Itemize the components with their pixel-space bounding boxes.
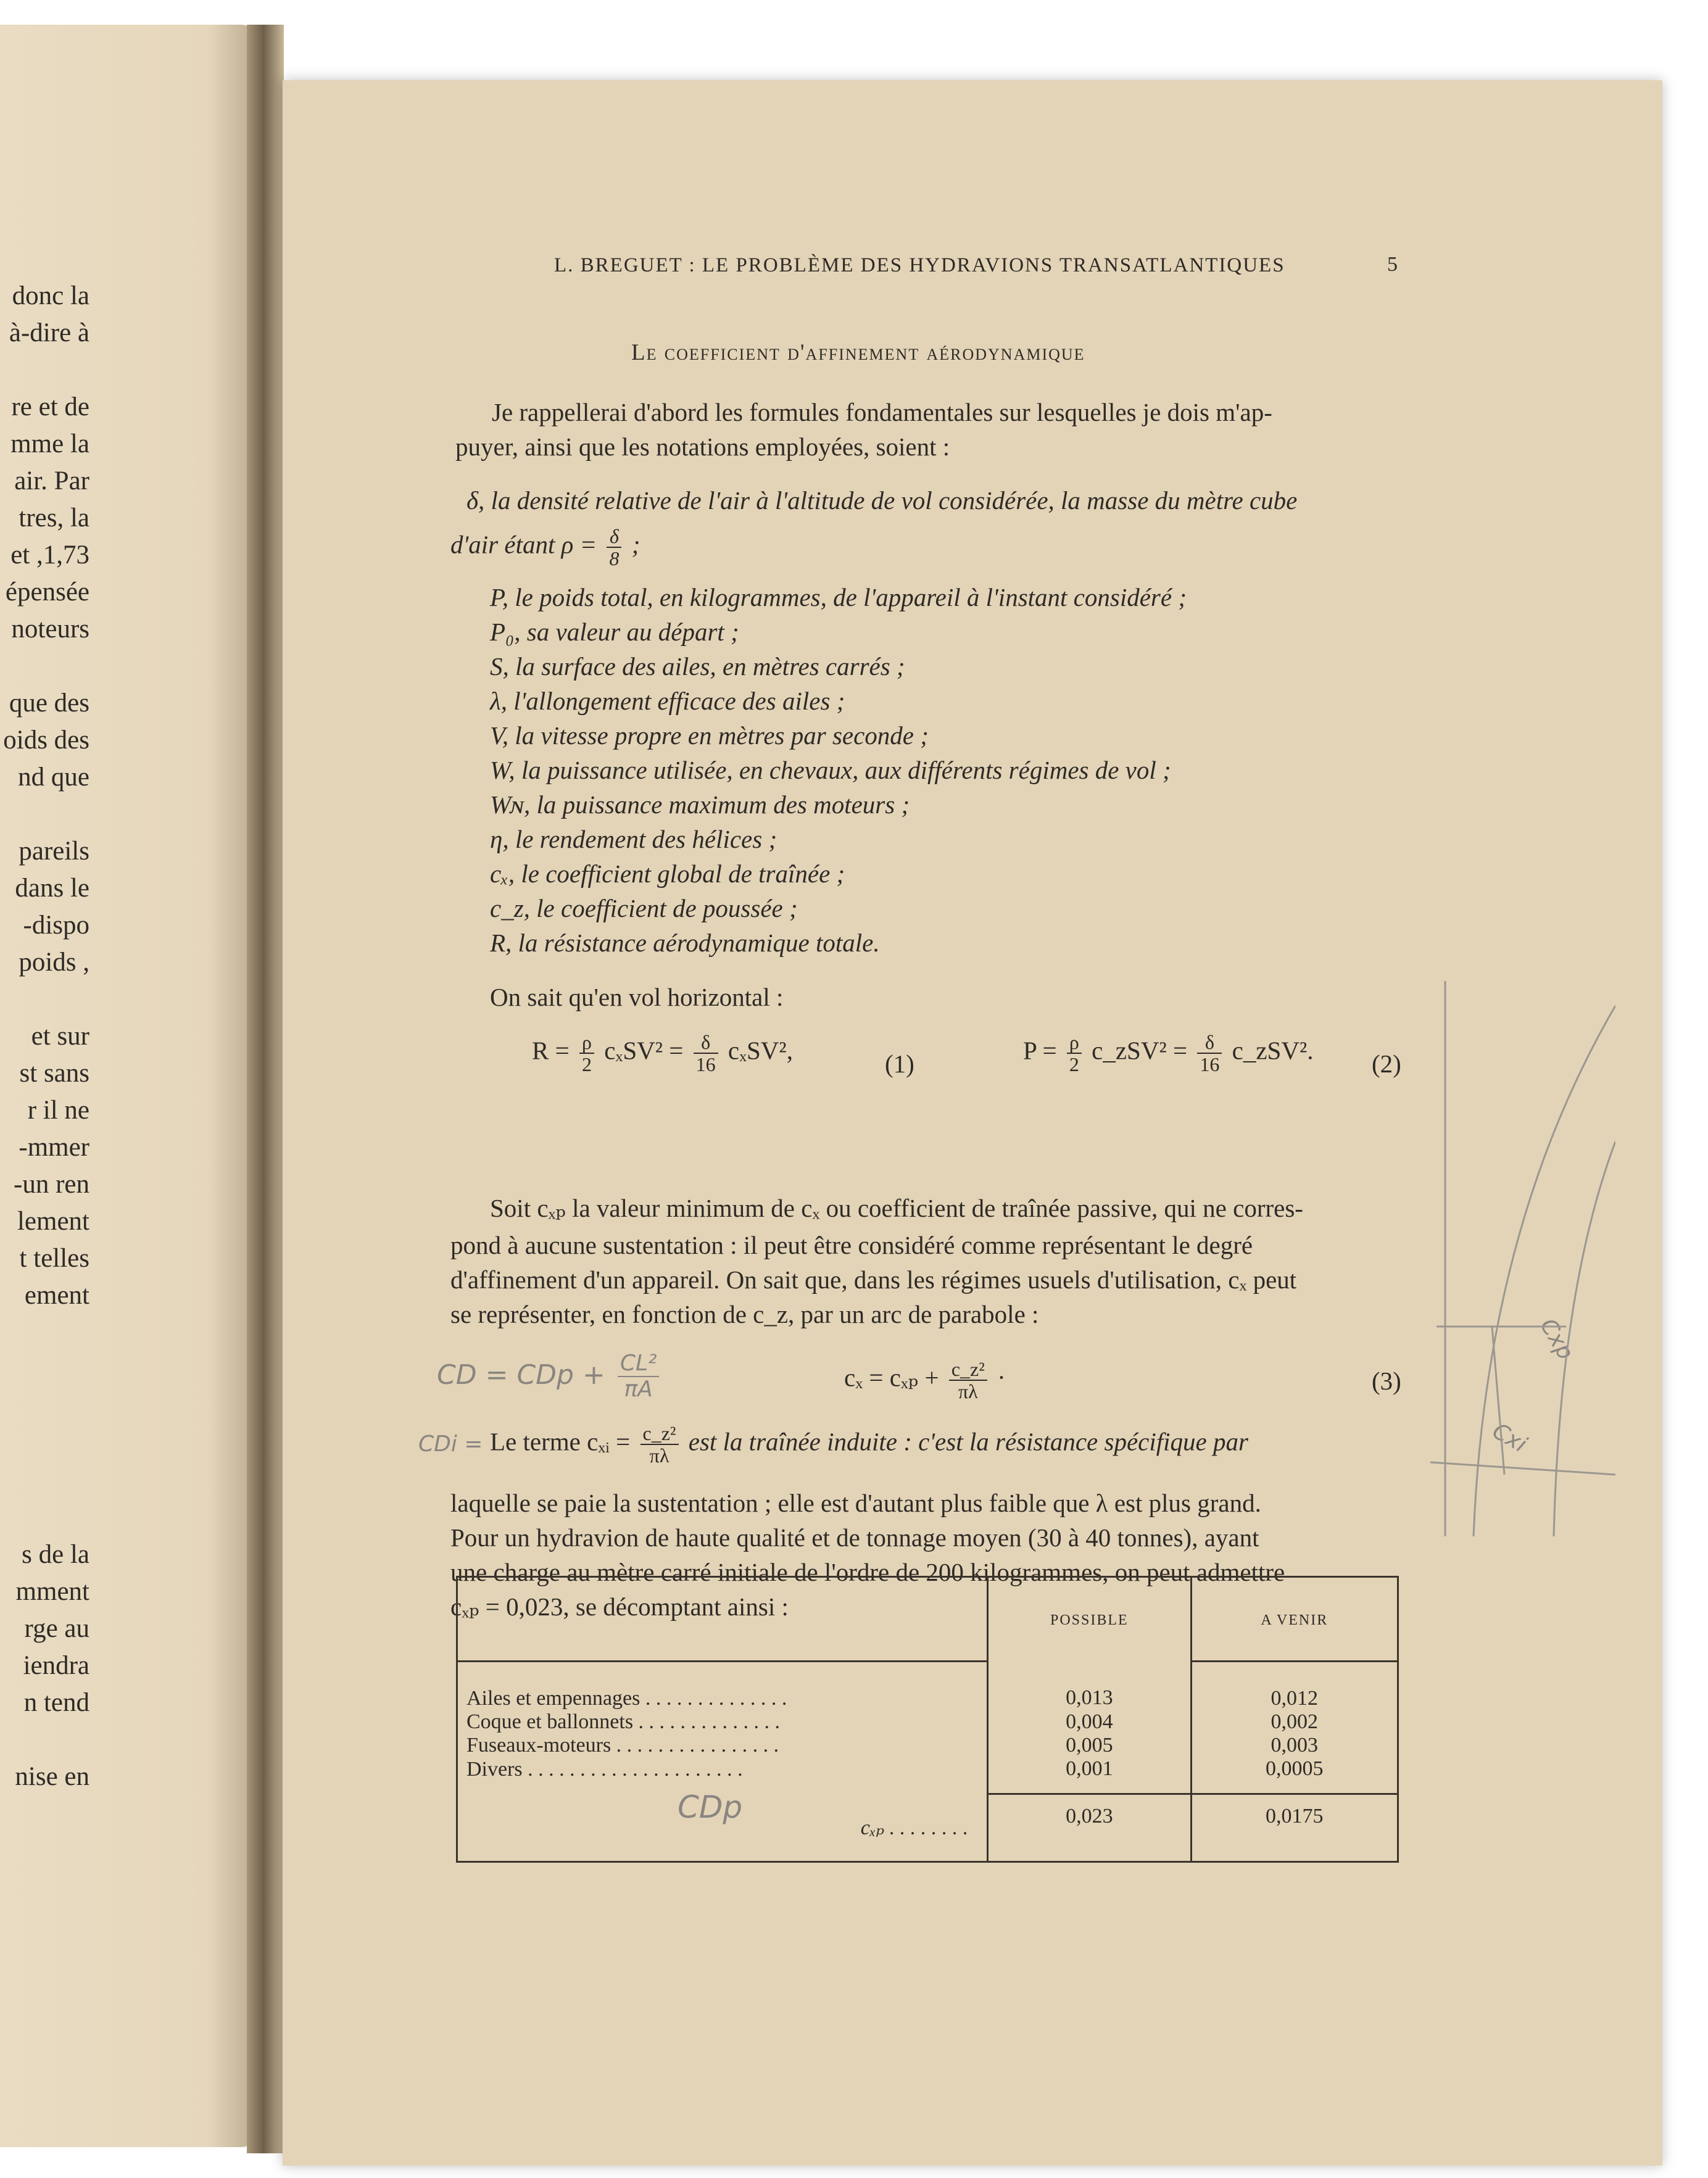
pencil-sketch [1430, 981, 1615, 1536]
table-total-possible: 0,023 [988, 1794, 1192, 1862]
paragraph-2-line-1: Soit cₓₚ la valeur minimum de cₓ ou coefficient de traînée passive, qui ne corres- [490, 1194, 1303, 1222]
paragraph-3-line-1: Le terme cₓᵢ = $\frac{\text{c\_z²}}{\pi\lambda}$ est la traînée induite : c'est la résistance spécifique par [490, 1422, 1248, 1467]
paragraph-3-line-2: laquelle se paie la sustentation ; elle est d'autant plus faible que λ est plus grand. [450, 1489, 1261, 1517]
table-row-possible: 0,001 [988, 1757, 1192, 1794]
running-title: L. BREGUET : LE PROBLÈME DES HYDRAVIONS TRANSATLANTIQUES [554, 254, 1285, 276]
table-row-label: Coque et ballonnets . . . . . . . . . . . . . . [466, 1710, 781, 1733]
notation-item: V, la vitesse propre en mètres par seconde ; [490, 721, 929, 750]
notation-item: W, la puissance utilisée, en chevaux, aux différents régimes de vol ; [490, 756, 1171, 784]
table-row-possible: 0,013 [988, 1662, 1192, 1711]
notation-delta-cont: d'air étant ρ = $\frac{\delta}{8}$ ; [450, 525, 640, 569]
paragraph-2-line-2: pond à aucune sustentation : il peut être considéré comme représentant le degré [450, 1231, 1253, 1259]
notation-item: η, le rendement des hélices ; [490, 825, 777, 853]
equation-3-label: (3) [1372, 1367, 1401, 1395]
paragraph-3-line-3: Pour un hydravion de haute qualité et de tonnage moyen (30 à 40 tonnes), ayant [450, 1523, 1259, 1552]
table-row-possible: 0,005 [988, 1734, 1192, 1757]
table-header-a-venir: A VENIR [1191, 1577, 1398, 1662]
notation-item: P₀, sa valeur au départ ; [490, 618, 739, 646]
paragraph-2-line-3: d'affinement d'un appareil. On sait que, dans les régimes usuels d'utilisation, cₓ peut [450, 1265, 1297, 1294]
equation-3: cₓ = cₓₚ + $\frac{\text{c\_z²}}{\pi\lambda}$ · [844, 1358, 1006, 1402]
table-row-a-venir: 0,003 [1191, 1734, 1398, 1757]
pencil-cxp: Cxp [1535, 1314, 1578, 1364]
equation-1-label: (1) [885, 1050, 914, 1078]
left-facing-page: donc la à-dire à re et de mme la air. Par tres, la 1,73, et épensée noteurs que des oids des nd que pareils dans le dispo- , poids et sur st sans r il ne mmer- un ren- lement t telles ement s de la mment rge au iendra n tend nise en [0, 25, 259, 2147]
table-row-label: Fuseaux-moteurs . . . . . . . . . . . . . . . . [466, 1734, 779, 1757]
page-number: 5 [1387, 253, 1398, 276]
table-header-blank [457, 1577, 988, 1662]
equation-2-label: (2) [1372, 1050, 1401, 1078]
table-row-a-venir: 0,012 [1191, 1662, 1398, 1711]
section-title: Le coefficient d'affinement aérodynamique [631, 340, 1085, 365]
intro-line-1: Je rappellerai d'abord les formules fondamentales sur lesquelles je dois m'ap- [492, 398, 1272, 426]
notation-delta: δ, la densité relative de l'air à l'altitude de vol considérée, la masse du mètre cube [466, 486, 1298, 515]
pencil-cd-equation: CD = CDp + $\frac{\text{CL²}}{\pi A}$ [437, 1351, 663, 1402]
paragraph-2-line-4: se représenter, en fonction de c_z, par un arc de parabole : [450, 1300, 1039, 1328]
table-row-label: Ailes et empennages . . . . . . . . . . . . . . [466, 1687, 787, 1710]
table-total-a-venir: 0,0175 [1191, 1794, 1398, 1862]
pencil-cxi: Cxi [1488, 1418, 1531, 1458]
table-total-label: cₓₚ . . . . . . . . [860, 1816, 969, 1839]
notation-item: Wɴ, la puissance maximum des moteurs ; [490, 790, 910, 819]
notation-item: cₓ, le coefficient global de traînée ; [490, 859, 845, 888]
pencil-cdi: CDi = [418, 1431, 483, 1457]
coefficient-table [456, 1576, 1399, 1863]
intro-line-2: puyer, ainsi que les notations employées, soient : [455, 433, 950, 461]
horizontal-intro: On sait qu'en vol horizontal : [490, 983, 784, 1011]
notation-list [490, 580, 1187, 960]
pencil-cdp: CDp [678, 1789, 743, 1825]
paragraph-3-line-5: cₓₚ = 0,023, se décomptant ainsi : [450, 1592, 789, 1621]
table-header-possible: POSSIBLE [988, 1577, 1192, 1662]
table-row-label: Divers . . . . . . . . . . . . . . . . . . . . . [466, 1757, 743, 1781]
table-row-a-venir: 0,0005 [1191, 1757, 1398, 1794]
book-spine [247, 25, 284, 2153]
notation-item: R, la résistance aérodynamique totale. [490, 929, 880, 957]
paragraph-3-line-4: une charge au mètre carré initiale de l'ordre de 200 kilogrammes, on peut admettre [450, 1558, 1285, 1586]
notation-item: P, le poids total, en kilogrammes, de l'appareil à l'instant considéré ; [490, 583, 1187, 611]
notation-item: S, la surface des ailes, en mètres carrés ; [490, 652, 905, 681]
table-row-a-venir: 0,002 [1191, 1710, 1398, 1734]
table-row-possible: 0,004 [988, 1710, 1192, 1734]
notation-item: c_z, le coefficient de poussée ; [490, 894, 798, 922]
equation-2: P = $\frac{\rho}{2}$ c_zSV² = $\frac{\delta}{16}$ c_zSV². [1023, 1031, 1314, 1075]
equation-1: R = $\frac{\rho}{2}$ cₓSV² = $\frac{\delta}{16}$ cₓSV², [532, 1031, 793, 1075]
notation-item: λ, l'allongement efficace des ailes ; [490, 687, 845, 715]
